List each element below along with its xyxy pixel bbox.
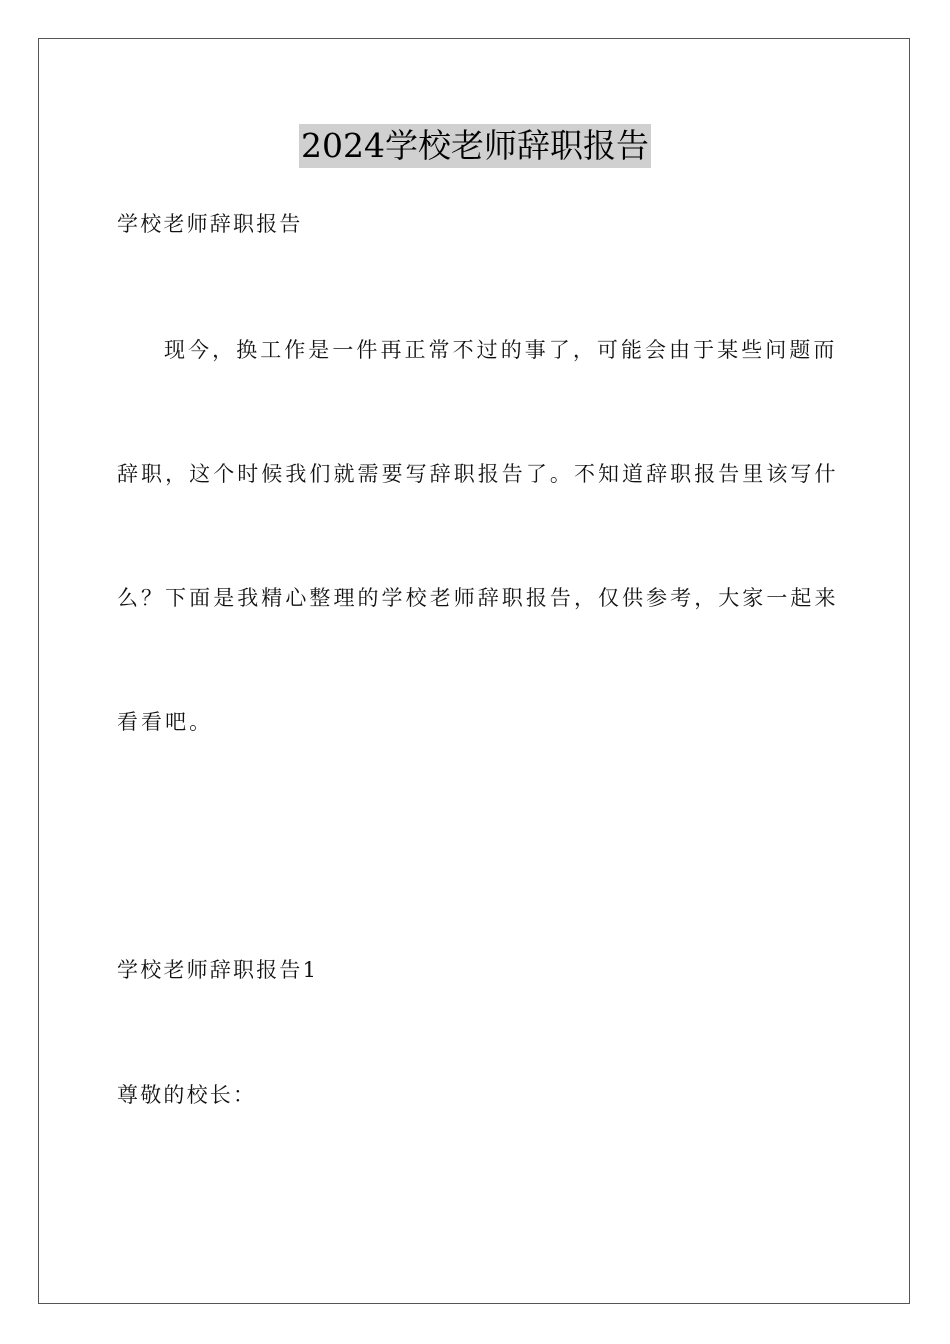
intro-line-2: 辞职，这个时候我们就需要写辞职报告了。不知道辞职报告里该写什 [117,462,839,486]
salutation: 尊敬的校长： [117,1083,257,1107]
section-heading: 学校老师辞职报告1 [117,958,319,982]
document-title: 2024学校老师辞职报告 [299,124,651,168]
intro-line-3: 么？下面是我精心整理的学校老师辞职报告，仅供参考，大家一起来 [117,586,839,610]
intro-line-4: 看看吧。 [117,710,214,734]
intro-line-1: 现今，换工作是一件再正常不过的事了，可能会由于某些问题而 [164,338,838,362]
title-container [0,124,950,168]
document-subtitle: 学校老师辞职报告 [117,212,303,236]
